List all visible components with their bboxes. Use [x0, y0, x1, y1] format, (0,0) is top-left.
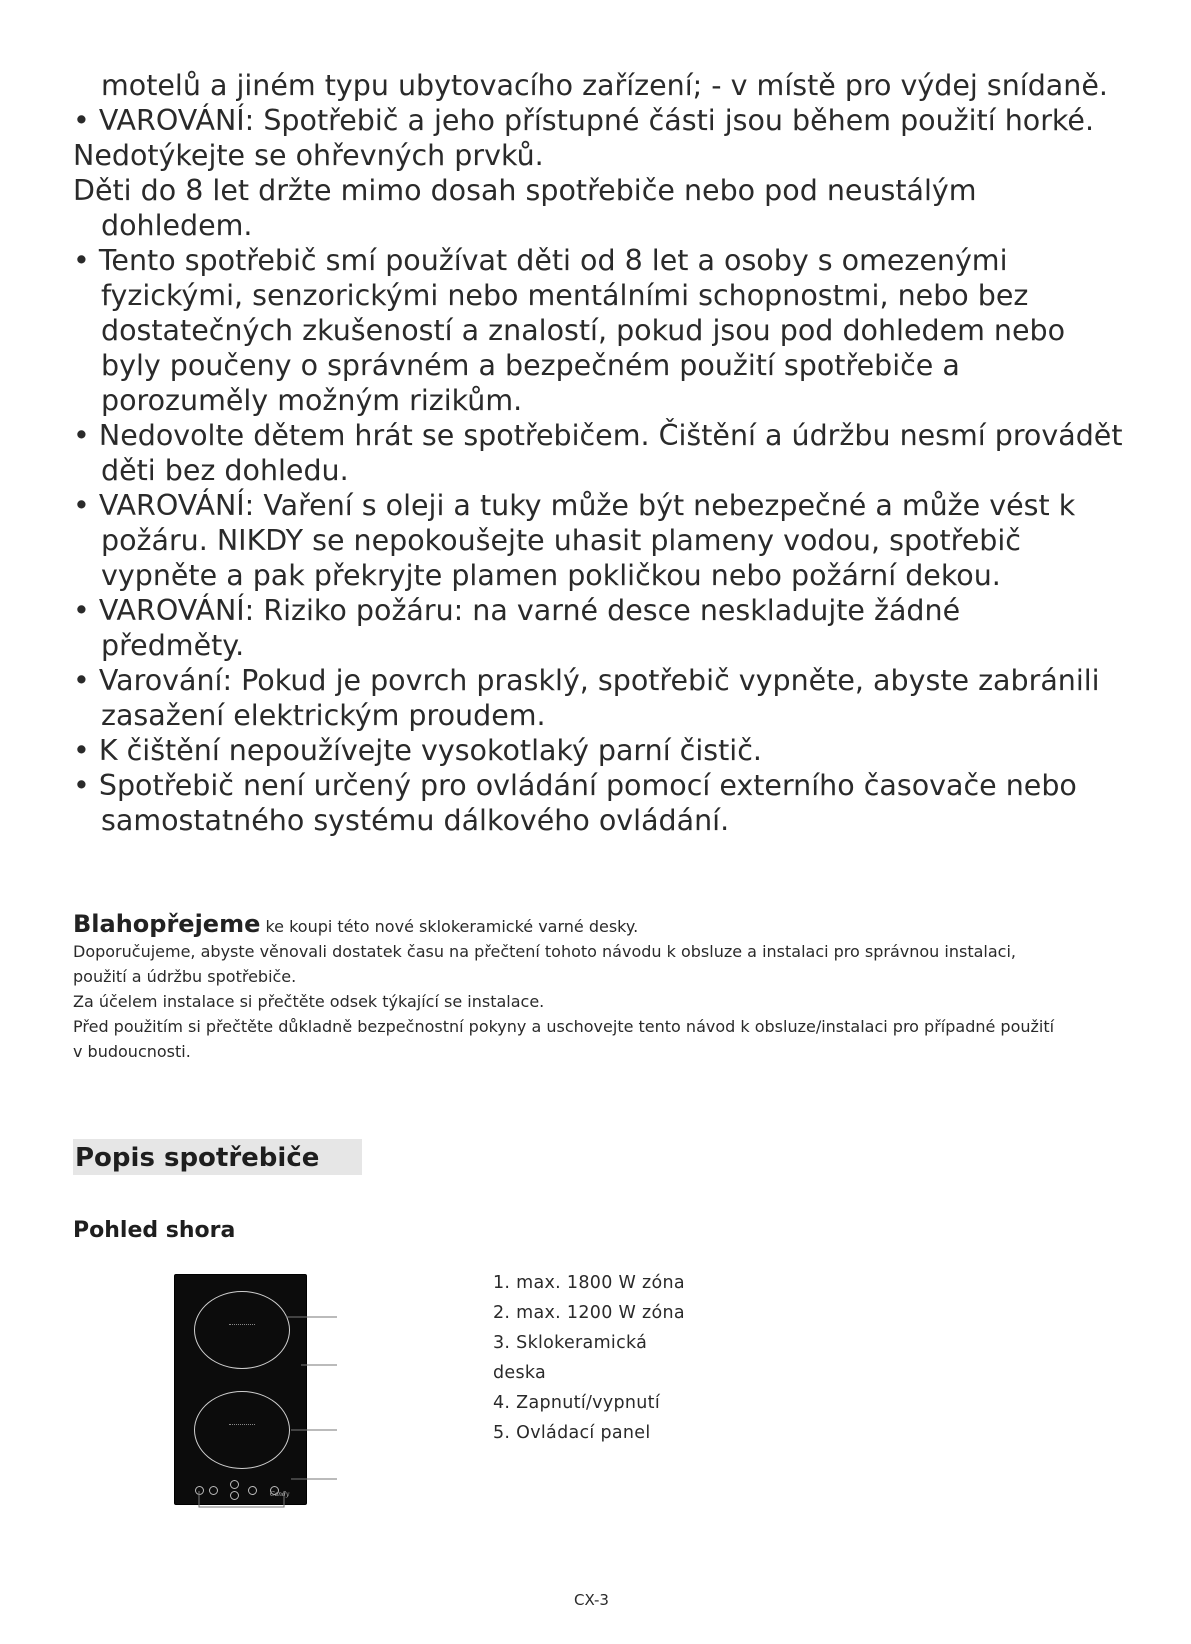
safety-line: • Nedovolte dětem hrát se spotřebičem. Čištění a údržbu nesmí provádět: [73, 419, 1123, 452]
safety-line: dohledem.: [101, 209, 253, 242]
intro-paragraph: [73, 912, 1133, 1064]
intro-line: v budoucnosti.: [73, 1042, 191, 1061]
hob-illustration: [174, 1274, 307, 1505]
legend-item: 2. max. 1200 W zóna: [493, 1303, 685, 1323]
intro-line: Za účelem instalace si přečtěte odsek týkající se instalace.: [73, 992, 545, 1011]
safety-line: motelů a jiném typu ubytovacího zařízení; - v místě pro výdej snídaně.: [101, 69, 1108, 102]
safety-line: • Spotřebič není určený pro ovládání pomocí externího časovače nebo: [73, 769, 1077, 802]
safety-instructions: [73, 68, 1133, 838]
parts-legend: [493, 1268, 685, 1448]
zone-marking: [229, 1324, 255, 1333]
safety-line: • VAROVÁNÍ: Vaření s oleji a tuky může být nebezpečné a může vést k: [73, 489, 1076, 522]
congrats-heading: Blahopřejeme: [73, 910, 261, 938]
safety-line: dostatečných zkušeností a znalostí, pokud jsou pod dohledem nebo: [101, 314, 1066, 347]
safety-line: • VAROVÁNÍ: Spotřebič a jeho přístupné části jsou během použití horké.: [73, 104, 1095, 137]
cooking-zone-1: [194, 1291, 290, 1369]
safety-line: požáru. NIKDY se nepokoušejte uhasit plameny vodou, spotřebič: [101, 524, 1021, 557]
brand-logo: Candy: [270, 1491, 290, 1498]
safety-line: porozuměly možným rizikům.: [101, 384, 523, 417]
safety-line: • Tento spotřebič smí používat děti od 8 let a osoby s omezenými: [73, 244, 1008, 277]
safety-line: děti bez dohledu.: [101, 454, 349, 487]
safety-line: • K čištění nepoužívejte vysokotlaký parní čistič.: [73, 734, 762, 767]
safety-line: Nedotýkejte se ohřevných prvků.: [73, 139, 544, 172]
intro-text: ke koupi této nové sklokeramické varné desky.: [260, 917, 639, 936]
subsection-title: Pohled shora: [73, 1218, 236, 1243]
control-button-icon: [230, 1491, 239, 1500]
legend-item: 4. Zapnutí/vypnutí: [493, 1393, 661, 1413]
intro-first-line: [73, 912, 1133, 939]
intro-line: použití a údržbu spotřebiče.: [73, 967, 297, 986]
safety-line: • Varování: Pokud je povrch prasklý, spotřebič vypněte, abyste zabránili: [73, 664, 1100, 697]
zone-marking: [229, 1424, 255, 1433]
safety-line: Děti do 8 let držte mimo dosah spotřebiče nebo pod neustálým: [73, 174, 977, 207]
intro-line: Doporučujeme, abyste věnovali dostatek času na přečtení tohoto návodu k obsluze a instalaci pro správnou instalaci,: [73, 942, 1016, 961]
section-title: Popis spotřebiče: [73, 1139, 362, 1175]
control-button-icon: [195, 1486, 204, 1495]
intro-line: Před použitím si přečtěte důkladně bezpečnostní pokyny a uschovejte tento návod k obsluze/instalaci pro případné použití: [73, 1017, 1055, 1036]
control-button-icon: [248, 1486, 257, 1495]
safety-line: • VAROVÁNÍ: Riziko požáru: na varné desce neskladujte žádné: [73, 594, 961, 627]
legend-item: 5. Ovládací panel: [493, 1423, 651, 1443]
safety-line: vypněte a pak překryjte plamen pokličkou nebo požární dekou.: [101, 559, 1001, 592]
cooking-zone-2: [194, 1391, 290, 1469]
safety-line: fyzickými, senzorickými nebo mentálními schopnostmi, nebo bez: [101, 279, 1029, 312]
page-number: CX-3: [574, 1591, 609, 1609]
power-button-icon: [230, 1480, 239, 1489]
control-button-icon: [209, 1486, 218, 1495]
safety-line: zasažení elektrickým proudem.: [101, 699, 546, 732]
legend-item: 3. Sklokeramická: [493, 1333, 648, 1353]
safety-line: byly poučeny o správném a bezpečném použití spotřebiče a: [101, 349, 960, 382]
safety-line: samostatného systému dálkového ovládání.: [101, 804, 730, 837]
legend-item: 1. max. 1800 W zóna: [493, 1273, 685, 1293]
legend-item: deska: [493, 1363, 547, 1383]
safety-line: předměty.: [101, 629, 245, 662]
